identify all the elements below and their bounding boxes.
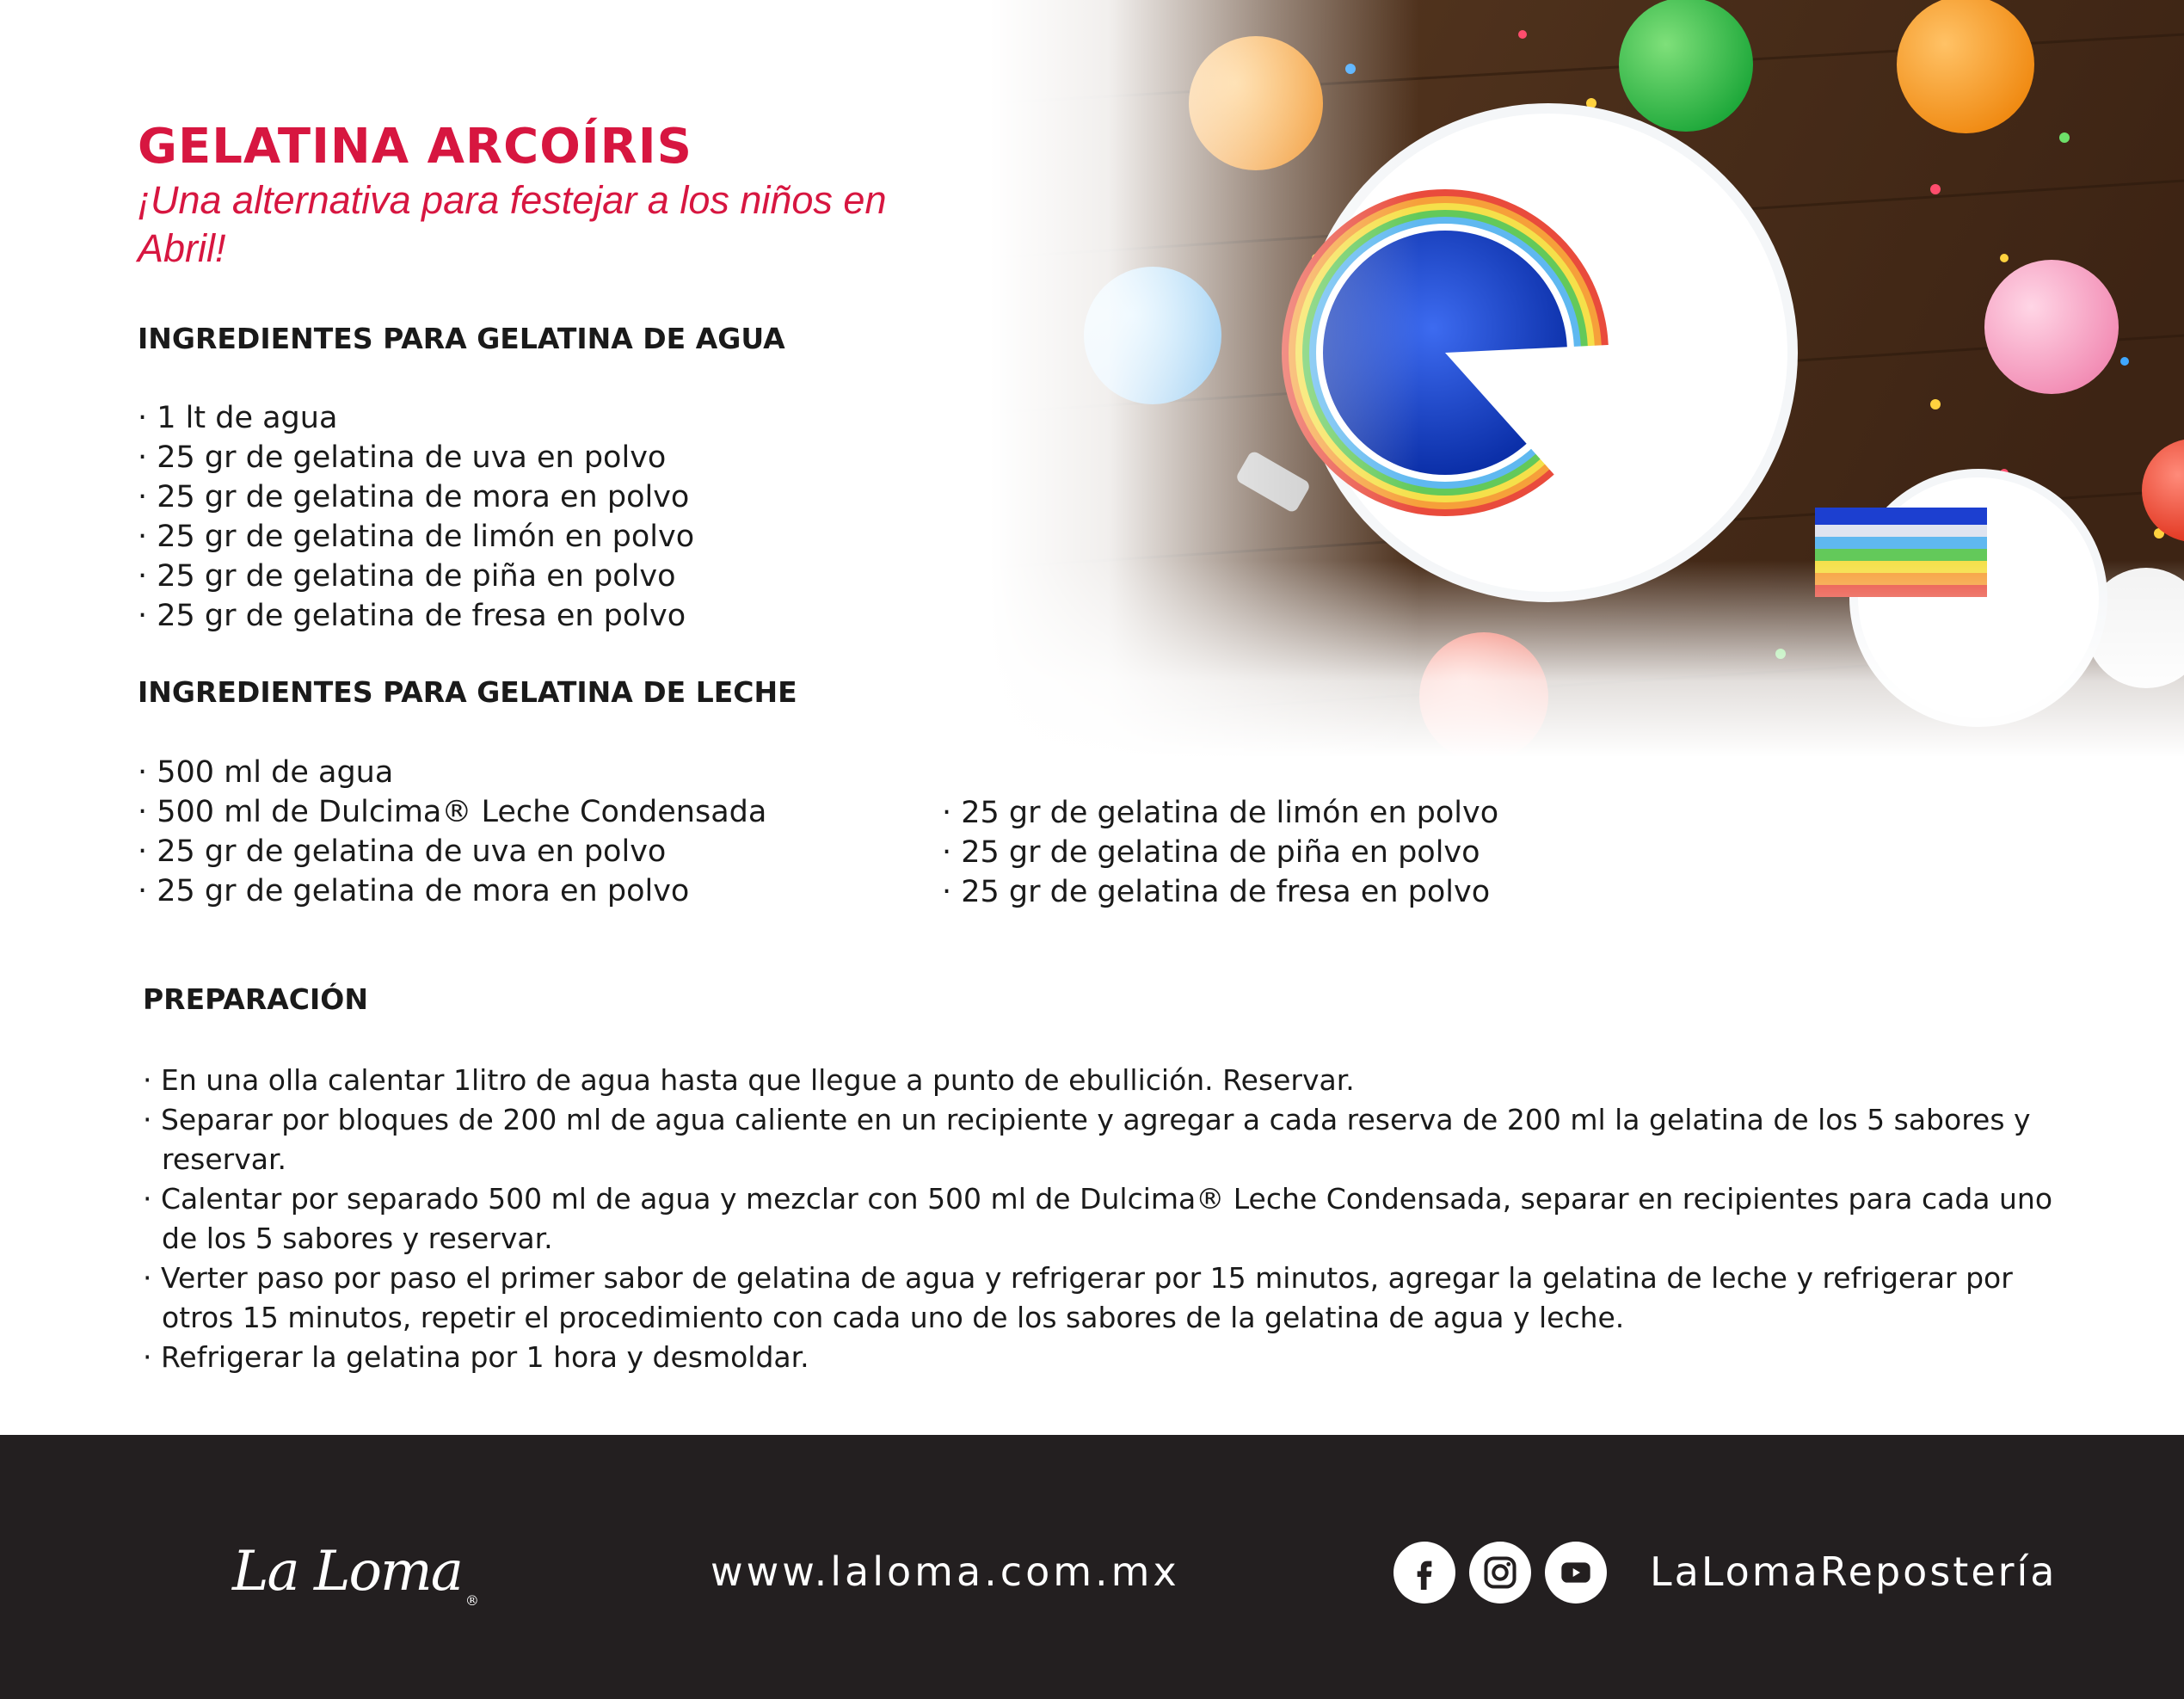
instagram-icon[interactable] — [1469, 1542, 1531, 1604]
list-item: · En una olla calentar 1litro de agua hasta que llegue a punto de ebullición. Reservar. — [143, 1061, 2078, 1100]
brand-logo-text: La Loma — [232, 1540, 462, 1604]
facebook-icon[interactable] — [1393, 1542, 1455, 1604]
milk-ingredients-list-right — [942, 793, 1498, 912]
preparation-steps — [143, 1061, 2078, 1377]
list-item: · 25 gr de gelatina de limón en polvo — [942, 793, 1498, 833]
list-item: · 25 gr de gelatina de fresa en polvo — [138, 596, 694, 636]
list-item: · 25 gr de gelatina de uva en polvo — [138, 832, 766, 871]
milk-ingredients-heading: INGREDIENTES PARA GELATINA DE LECHE — [138, 675, 797, 709]
list-item: · Separar por bloques de 200 ml de agua caliente en un recipiente y agregar a cada reserva de 200 ml la gelatina de los 5 sabores y reservar. — [143, 1100, 2078, 1179]
list-item: · 25 gr de gelatina de piña en polvo — [942, 833, 1498, 872]
milk-ingredients-list-left — [138, 753, 766, 911]
list-item: · Calentar por separado 500 ml de agua y mezclar con 500 ml de Dulcima® Leche Condensada, separar en recipientes para cada uno de los 5 sabores y reservar. — [143, 1179, 2078, 1259]
list-item: · 25 gr de gelatina de mora en polvo — [138, 477, 694, 517]
list-item: · 25 gr de gelatina de piña en polvo — [138, 557, 694, 596]
social-handle[interactable]: LaLomaRepostería — [1650, 1548, 2058, 1595]
brand-logo[interactable]: La Loma ® — [232, 1540, 479, 1609]
list-item: · Refrigerar la gelatina por 1 hora y desmoldar. — [143, 1338, 2078, 1377]
list-item: · 500 ml de agua — [138, 753, 766, 792]
list-item: · Verter paso por paso el primer sabor de gelatina de agua y refrigerar por 15 minutos, agregar la gelatina de leche y refrigerar por otros 15 minutos, repetir el procedimiento con cada uno de los sabores de la gelatina de agua y leche. — [143, 1259, 2078, 1338]
footer — [0, 1435, 2184, 1699]
hero-photo — [989, 0, 2184, 757]
water-ingredients-list — [138, 398, 694, 636]
list-item: · 1 lt de agua — [138, 398, 694, 438]
list-item: · 25 gr de gelatina de limón en polvo — [138, 517, 694, 557]
recipe-title: GELATINA ARCOÍRIS — [138, 119, 692, 175]
recipe-subtitle: ¡Una alternativa para festejar a los niños en Abril! — [138, 178, 887, 270]
preparation-heading: PREPARACIÓN — [143, 982, 368, 1016]
list-item: · 500 ml de Dulcima® Leche Condensada — [138, 792, 766, 832]
youtube-icon[interactable] — [1545, 1542, 1607, 1604]
list-item: · 25 gr de gelatina de mora en polvo — [138, 871, 766, 911]
website-link[interactable]: www.laloma.com.mx — [711, 1548, 1180, 1595]
water-ingredients-heading: INGREDIENTES PARA GELATINA DE AGUA — [138, 322, 785, 355]
list-item: · 25 gr de gelatina de fresa en polvo — [942, 872, 1498, 912]
list-item: · 25 gr de gelatina de uva en polvo — [138, 438, 694, 477]
